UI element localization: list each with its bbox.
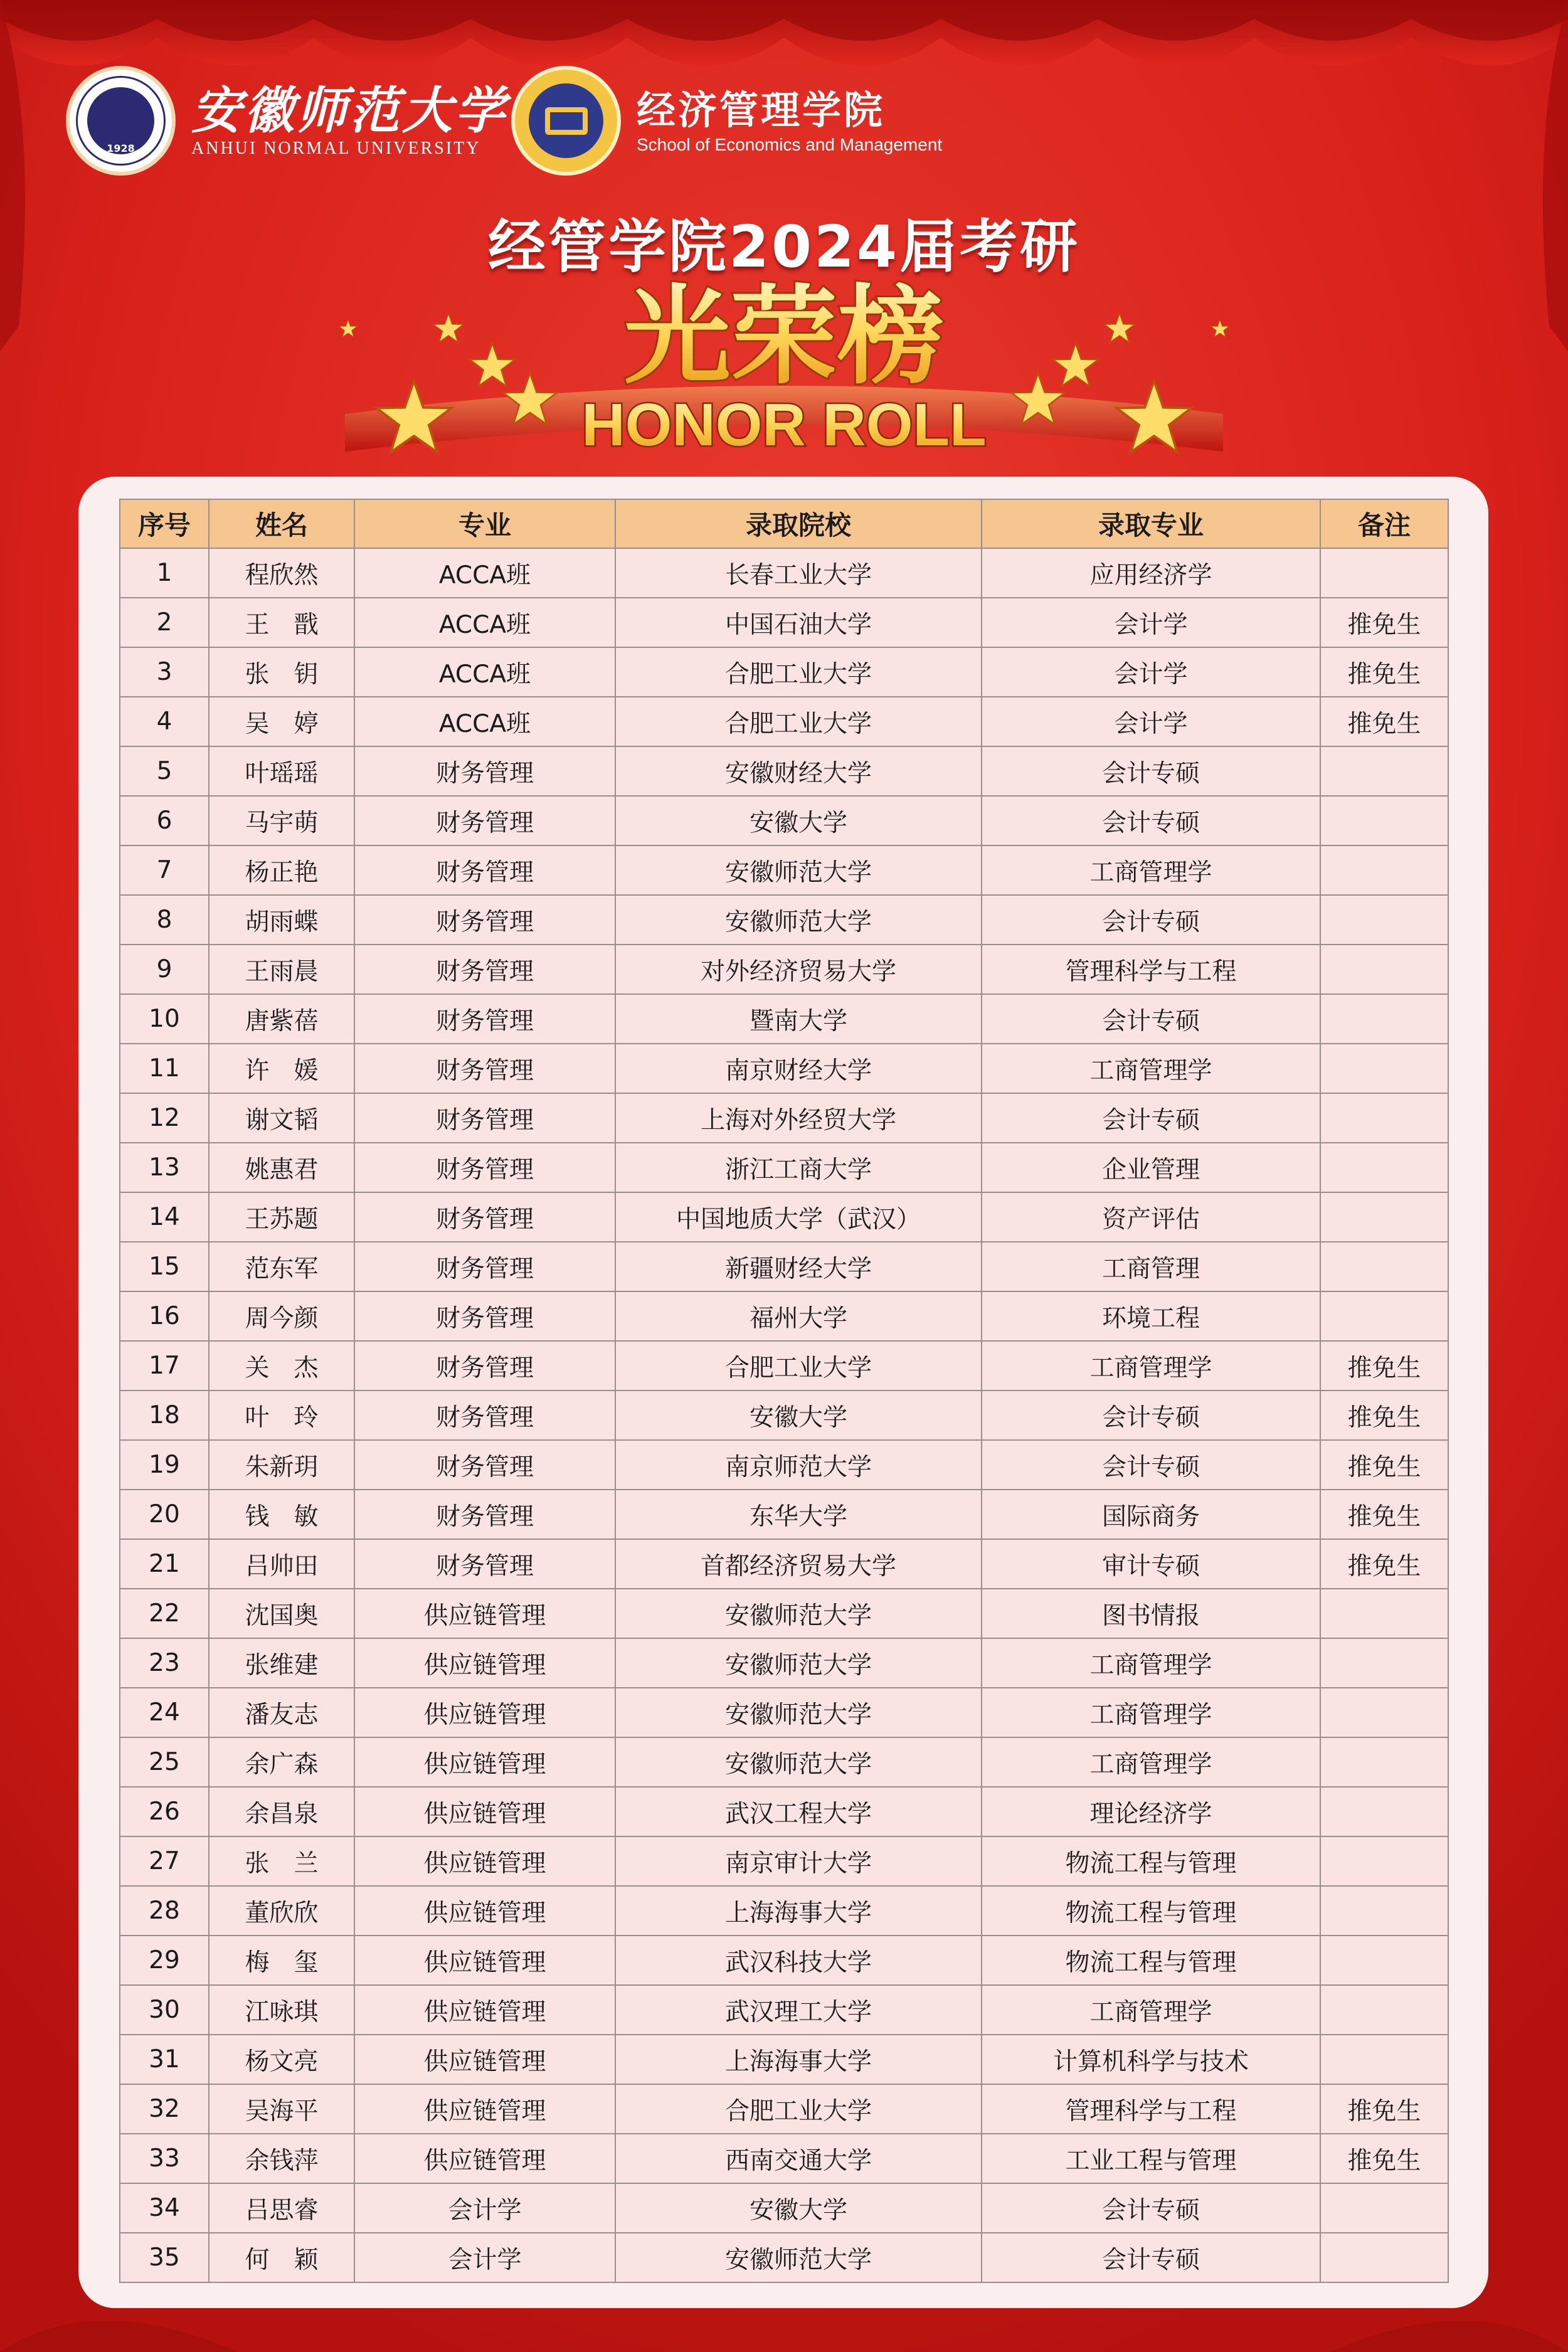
cell-major: 财务管理 (354, 895, 615, 945)
cell-admitted-major: 理论经济学 (982, 1787, 1320, 1836)
cell-index: 21 (120, 1539, 209, 1589)
cell-admitted-school: 南京财经大学 (615, 1044, 982, 1093)
cell-major: 供应链管理 (354, 1737, 615, 1787)
cell-remark: 推免生 (1320, 2134, 1448, 2183)
cell-admitted-school: 安徽师范大学 (615, 895, 982, 945)
cell-name: 吕思睿 (209, 2183, 354, 2233)
cell-index: 14 (120, 1192, 209, 1242)
cell-name: 钱 敏 (209, 1490, 354, 1539)
cell-remark: 推免生 (1320, 2084, 1448, 2134)
cell-name: 吴 婷 (209, 697, 354, 746)
school-name-en: School of Economics and Management (637, 134, 943, 154)
cell-remark (1320, 1787, 1448, 1836)
table-row (120, 1985, 1448, 2035)
cell-index: 23 (120, 1638, 209, 1688)
table-row (120, 994, 1448, 1044)
cell-remark (1320, 2183, 1448, 2233)
table-row (120, 1836, 1448, 1886)
cell-index: 25 (120, 1737, 209, 1787)
cell-admitted-major: 会计学 (982, 697, 1320, 746)
cell-admitted-major: 工商管理学 (982, 1044, 1320, 1093)
cell-major: 财务管理 (354, 1490, 615, 1539)
table-row (120, 598, 1448, 647)
cell-admitted-major: 工商管理学 (982, 845, 1320, 895)
cell-admitted-major: 审计专硕 (982, 1539, 1320, 1589)
cell-name: 何 颖 (209, 2233, 354, 2282)
cell-admitted-major: 环境工程 (982, 1291, 1320, 1341)
cell-remark (1320, 1638, 1448, 1688)
cell-remark (1320, 1936, 1448, 1985)
table-row (120, 1242, 1448, 1291)
cell-admitted-major: 工商管理学 (982, 1985, 1320, 2035)
cell-index: 17 (120, 1341, 209, 1391)
cell-major: ACCA班 (354, 548, 615, 598)
cell-major: 供应链管理 (354, 1936, 615, 1985)
cell-admitted-school: 合肥工业大学 (615, 697, 982, 746)
cell-major: 财务管理 (354, 746, 615, 796)
cell-admitted-school: 上海海事大学 (615, 1886, 982, 1936)
cell-major: ACCA班 (354, 697, 615, 746)
column-header-admitted-major: 录取专业 (982, 499, 1320, 548)
cell-admitted-school: 南京师范大学 (615, 1440, 982, 1490)
cell-remark (1320, 1589, 1448, 1638)
cell-admitted-major: 物流工程与管理 (982, 1936, 1320, 1985)
cell-major: 财务管理 (354, 1093, 615, 1143)
cell-name: 叶 玲 (209, 1391, 354, 1440)
cell-index: 33 (120, 2134, 209, 2183)
cell-admitted-school: 上海对外经贸大学 (615, 1093, 982, 1143)
cell-admitted-school: 武汉科技大学 (615, 1936, 982, 1985)
table-row (120, 1291, 1448, 1341)
school-seal-icon (511, 66, 621, 176)
table-row (120, 746, 1448, 796)
cell-major: 供应链管理 (354, 1787, 615, 1836)
cell-admitted-major: 会计专硕 (982, 895, 1320, 945)
table-row (120, 1886, 1448, 1936)
table-row (120, 2084, 1448, 2134)
cell-admitted-school: 中国石油大学 (615, 598, 982, 647)
cell-remark (1320, 2035, 1448, 2084)
column-header-remark: 备注 (1320, 499, 1448, 548)
cell-admitted-school: 首都经济贸易大学 (615, 1539, 982, 1589)
cell-admitted-school: 合肥工业大学 (615, 647, 982, 697)
cell-remark (1320, 1044, 1448, 1093)
cell-major: 财务管理 (354, 1242, 615, 1291)
table-row (120, 2233, 1448, 2282)
table-header-row (120, 499, 1448, 548)
table-row (120, 1787, 1448, 1836)
cell-remark (1320, 746, 1448, 796)
table-row (120, 1391, 1448, 1440)
table-row (120, 1093, 1448, 1143)
cell-major: 会计学 (354, 2233, 615, 2282)
cell-index: 19 (120, 1440, 209, 1490)
cell-index: 5 (120, 746, 209, 796)
cell-admitted-school: 安徽大学 (615, 2183, 982, 2233)
cell-name: 马宇萌 (209, 796, 354, 845)
cell-admitted-major: 会计专硕 (982, 746, 1320, 796)
cell-index: 1 (120, 548, 209, 598)
cell-remark (1320, 1143, 1448, 1192)
cell-index: 3 (120, 647, 209, 697)
column-header-major: 专业 (354, 499, 615, 548)
table-row (120, 1589, 1448, 1638)
cell-name: 沈国奥 (209, 1589, 354, 1638)
cell-remark (1320, 548, 1448, 598)
table-row (120, 1490, 1448, 1539)
cell-admitted-major: 管理科学与工程 (982, 945, 1320, 994)
cell-name: 余昌泉 (209, 1787, 354, 1836)
cell-major: 财务管理 (354, 1440, 615, 1490)
cell-name: 周今颜 (209, 1291, 354, 1341)
cell-index: 8 (120, 895, 209, 945)
cell-admitted-school: 武汉工程大学 (615, 1787, 982, 1836)
cell-remark: 推免生 (1320, 1341, 1448, 1391)
table-row (120, 796, 1448, 845)
cell-admitted-school: 浙江工商大学 (615, 1143, 982, 1192)
cell-admitted-school: 暨南大学 (615, 994, 982, 1044)
cell-remark (1320, 1093, 1448, 1143)
table-row (120, 1044, 1448, 1093)
cell-name: 潘友志 (209, 1688, 354, 1737)
table-row (120, 2183, 1448, 2233)
cell-admitted-major: 工商管理学 (982, 1688, 1320, 1737)
cell-remark (1320, 994, 1448, 1044)
cell-remark (1320, 2233, 1448, 2282)
cell-name: 吴海平 (209, 2084, 354, 2134)
cell-major: 财务管理 (354, 945, 615, 994)
cell-major: 财务管理 (354, 1291, 615, 1341)
cell-major: 供应链管理 (354, 2134, 615, 2183)
banner-title-en: HONOR ROLL (581, 391, 987, 458)
cell-admitted-school: 安徽财经大学 (615, 746, 982, 796)
table-row (120, 548, 1448, 598)
table-row (120, 2134, 1448, 2183)
cell-admitted-major: 物流工程与管理 (982, 1886, 1320, 1936)
cell-index: 12 (120, 1093, 209, 1143)
table-row (120, 1341, 1448, 1391)
cell-remark: 推免生 (1320, 647, 1448, 697)
cell-index: 18 (120, 1391, 209, 1440)
cell-admitted-major: 管理科学与工程 (982, 2084, 1320, 2134)
cell-major: 财务管理 (354, 845, 615, 895)
cell-remark: 推免生 (1320, 697, 1448, 746)
table-row (120, 697, 1448, 746)
cell-name: 张 钥 (209, 647, 354, 697)
page-title: 经管学院2024届考研 (487, 213, 1081, 280)
cell-index: 20 (120, 1490, 209, 1539)
cell-index: 9 (120, 945, 209, 994)
cell-name: 胡雨蝶 (209, 895, 354, 945)
cell-major: 供应链管理 (354, 2084, 615, 2134)
cell-name: 王 戬 (209, 598, 354, 647)
banner-title-cn: 光荣榜 (623, 275, 945, 399)
cell-major: 会计学 (354, 2183, 615, 2233)
honor-roll-table (119, 499, 1449, 2283)
cell-admitted-school: 武汉理工大学 (615, 1985, 982, 2035)
cell-index: 4 (120, 697, 209, 746)
cell-name: 范东军 (209, 1242, 354, 1291)
cell-remark (1320, 1836, 1448, 1886)
cell-admitted-school: 长春工业大学 (615, 548, 982, 598)
cell-index: 27 (120, 1836, 209, 1886)
cell-major: 供应链管理 (354, 1638, 615, 1688)
cell-name: 杨正艳 (209, 845, 354, 895)
cell-admitted-major: 会计专硕 (982, 1391, 1320, 1440)
cell-admitted-major: 资产评估 (982, 1192, 1320, 1242)
cell-admitted-major: 工商管理学 (982, 1737, 1320, 1787)
cell-name: 程欣然 (209, 548, 354, 598)
table-row (120, 647, 1448, 697)
cell-remark: 推免生 (1320, 1391, 1448, 1440)
cell-major: 供应链管理 (354, 1985, 615, 2035)
cell-major: 供应链管理 (354, 1886, 615, 1936)
cell-name: 王雨晨 (209, 945, 354, 994)
cell-admitted-major: 企业管理 (982, 1143, 1320, 1192)
column-header-index: 序号 (120, 499, 209, 548)
cell-name: 许 媛 (209, 1044, 354, 1093)
column-header-admitted-school: 录取院校 (615, 499, 982, 548)
table-row (120, 945, 1448, 994)
cell-admitted-major: 会计专硕 (982, 1440, 1320, 1490)
cell-name: 唐紫蓓 (209, 994, 354, 1044)
cell-index: 26 (120, 1787, 209, 1836)
cell-name: 张 兰 (209, 1836, 354, 1886)
cell-index: 34 (120, 2183, 209, 2233)
cell-admitted-school: 东华大学 (615, 1490, 982, 1539)
cell-admitted-school: 安徽师范大学 (615, 845, 982, 895)
university-logo-group (66, 66, 507, 176)
cell-admitted-school: 南京审计大学 (615, 1836, 982, 1886)
cell-name: 叶瑶瑶 (209, 746, 354, 796)
cell-index: 2 (120, 598, 209, 647)
column-header-name: 姓名 (209, 499, 354, 548)
cell-admitted-school: 上海海事大学 (615, 2035, 982, 2084)
cell-index: 28 (120, 1886, 209, 1936)
cell-index: 11 (120, 1044, 209, 1093)
cell-admitted-school: 安徽师范大学 (615, 1589, 982, 1638)
table-row (120, 2035, 1448, 2084)
cell-name: 朱新玥 (209, 1440, 354, 1490)
cell-admitted-major: 会计专硕 (982, 2233, 1320, 2282)
university-seal-icon: 1928 (66, 66, 176, 176)
cell-major: 财务管理 (354, 1341, 615, 1391)
table-row (120, 1737, 1448, 1787)
cell-admitted-major: 工商管理学 (982, 1638, 1320, 1688)
cell-name: 王苏题 (209, 1192, 354, 1242)
cell-major: 财务管理 (354, 1192, 615, 1242)
cell-admitted-major: 会计专硕 (982, 2183, 1320, 2233)
cell-index: 16 (120, 1291, 209, 1341)
cell-remark: 推免生 (1320, 1539, 1448, 1589)
cell-remark (1320, 1242, 1448, 1291)
cell-name: 谢文韬 (209, 1093, 354, 1143)
cell-admitted-major: 图书情报 (982, 1589, 1320, 1638)
table-row (120, 1192, 1448, 1242)
cell-index: 30 (120, 1985, 209, 2035)
cell-admitted-major: 会计专硕 (982, 994, 1320, 1044)
cell-admitted-major: 国际商务 (982, 1490, 1320, 1539)
cell-index: 32 (120, 2084, 209, 2134)
cell-admitted-school: 安徽大学 (615, 1391, 982, 1440)
cell-admitted-major: 会计学 (982, 647, 1320, 697)
cell-admitted-school: 安徽师范大学 (615, 2233, 982, 2282)
cell-remark (1320, 845, 1448, 895)
cell-major: 供应链管理 (354, 1836, 615, 1886)
table-row (120, 845, 1448, 895)
cell-admitted-major: 会计专硕 (982, 1093, 1320, 1143)
cell-index: 10 (120, 994, 209, 1044)
cell-admitted-school: 合肥工业大学 (615, 2084, 982, 2134)
table-row (120, 1936, 1448, 1985)
cell-name: 梅 玺 (209, 1936, 354, 1985)
table-row (120, 1539, 1448, 1589)
cell-name: 张维建 (209, 1638, 354, 1688)
cell-admitted-major: 会计学 (982, 598, 1320, 647)
cell-major: 财务管理 (354, 994, 615, 1044)
cell-admitted-major: 物流工程与管理 (982, 1836, 1320, 1886)
cell-major: ACCA班 (354, 598, 615, 647)
cell-admitted-school: 对外经济贸易大学 (615, 945, 982, 994)
cell-admitted-school: 中国地质大学（武汉） (615, 1192, 982, 1242)
cell-name: 姚惠君 (209, 1143, 354, 1192)
cell-name: 董欣欣 (209, 1886, 354, 1936)
university-name-cn: 安徽师范大学 (191, 80, 507, 140)
university-name-en: ANHUI NORMAL UNIVERSITY (191, 138, 481, 158)
cell-remark (1320, 945, 1448, 994)
cell-major: 供应链管理 (354, 2035, 615, 2084)
cell-major: 财务管理 (354, 1539, 615, 1589)
cell-admitted-major: 会计专硕 (982, 796, 1320, 845)
cell-name: 吕帅田 (209, 1539, 354, 1589)
honor-roll-banner (326, 263, 1242, 470)
cell-index: 35 (120, 2233, 209, 2282)
cell-major: 财务管理 (354, 796, 615, 845)
table-row (120, 1440, 1448, 1490)
cell-name: 关 杰 (209, 1341, 354, 1391)
cell-remark: 推免生 (1320, 1440, 1448, 1490)
cell-remark: 推免生 (1320, 1490, 1448, 1539)
cell-index: 13 (120, 1143, 209, 1192)
cell-admitted-school: 安徽师范大学 (615, 1737, 982, 1787)
cell-admitted-major: 工商管理 (982, 1242, 1320, 1291)
school-name-cn: 经济管理学院 (637, 87, 886, 133)
cell-admitted-school: 福州大学 (615, 1291, 982, 1341)
cell-index: 7 (120, 845, 209, 895)
cell-admitted-school: 安徽师范大学 (615, 1638, 982, 1688)
cell-admitted-major: 计算机科学与技术 (982, 2035, 1320, 2084)
cell-admitted-school: 新疆财经大学 (615, 1242, 982, 1291)
cell-remark (1320, 1737, 1448, 1787)
cell-index: 6 (120, 796, 209, 845)
cell-major: 财务管理 (354, 1044, 615, 1093)
cell-index: 31 (120, 2035, 209, 2084)
table-row (120, 1638, 1448, 1688)
table-row (120, 895, 1448, 945)
cell-major: ACCA班 (354, 647, 615, 697)
cell-remark (1320, 1886, 1448, 1936)
table-row (120, 1143, 1448, 1192)
cell-remark: 推免生 (1320, 598, 1448, 647)
cell-admitted-major: 工商管理学 (982, 1341, 1320, 1391)
cell-admitted-major: 应用经济学 (982, 548, 1320, 598)
cell-index: 15 (120, 1242, 209, 1291)
cell-remark (1320, 1192, 1448, 1242)
cell-remark (1320, 1985, 1448, 2035)
cell-major: 供应链管理 (354, 1589, 615, 1638)
cell-remark (1320, 796, 1448, 845)
cell-major: 财务管理 (354, 1391, 615, 1440)
cell-remark (1320, 895, 1448, 945)
school-logo-group (511, 66, 942, 176)
cell-name: 余广森 (209, 1737, 354, 1787)
cell-index: 22 (120, 1589, 209, 1638)
cell-admitted-school: 安徽大学 (615, 796, 982, 845)
cell-major: 供应链管理 (354, 1688, 615, 1737)
cell-name: 江咏琪 (209, 1985, 354, 2035)
cell-admitted-school: 西南交通大学 (615, 2134, 982, 2183)
cell-index: 29 (120, 1936, 209, 1985)
cell-remark (1320, 1688, 1448, 1737)
cell-major: 财务管理 (354, 1143, 615, 1192)
cell-name: 余钱萍 (209, 2134, 354, 2183)
cell-admitted-school: 安徽师范大学 (615, 1688, 982, 1737)
table-row (120, 1688, 1448, 1737)
cell-admitted-major: 工业工程与管理 (982, 2134, 1320, 2183)
cell-name: 杨文亮 (209, 2035, 354, 2084)
cell-index: 24 (120, 1688, 209, 1737)
cell-remark (1320, 1291, 1448, 1341)
cell-admitted-school: 合肥工业大学 (615, 1341, 982, 1391)
